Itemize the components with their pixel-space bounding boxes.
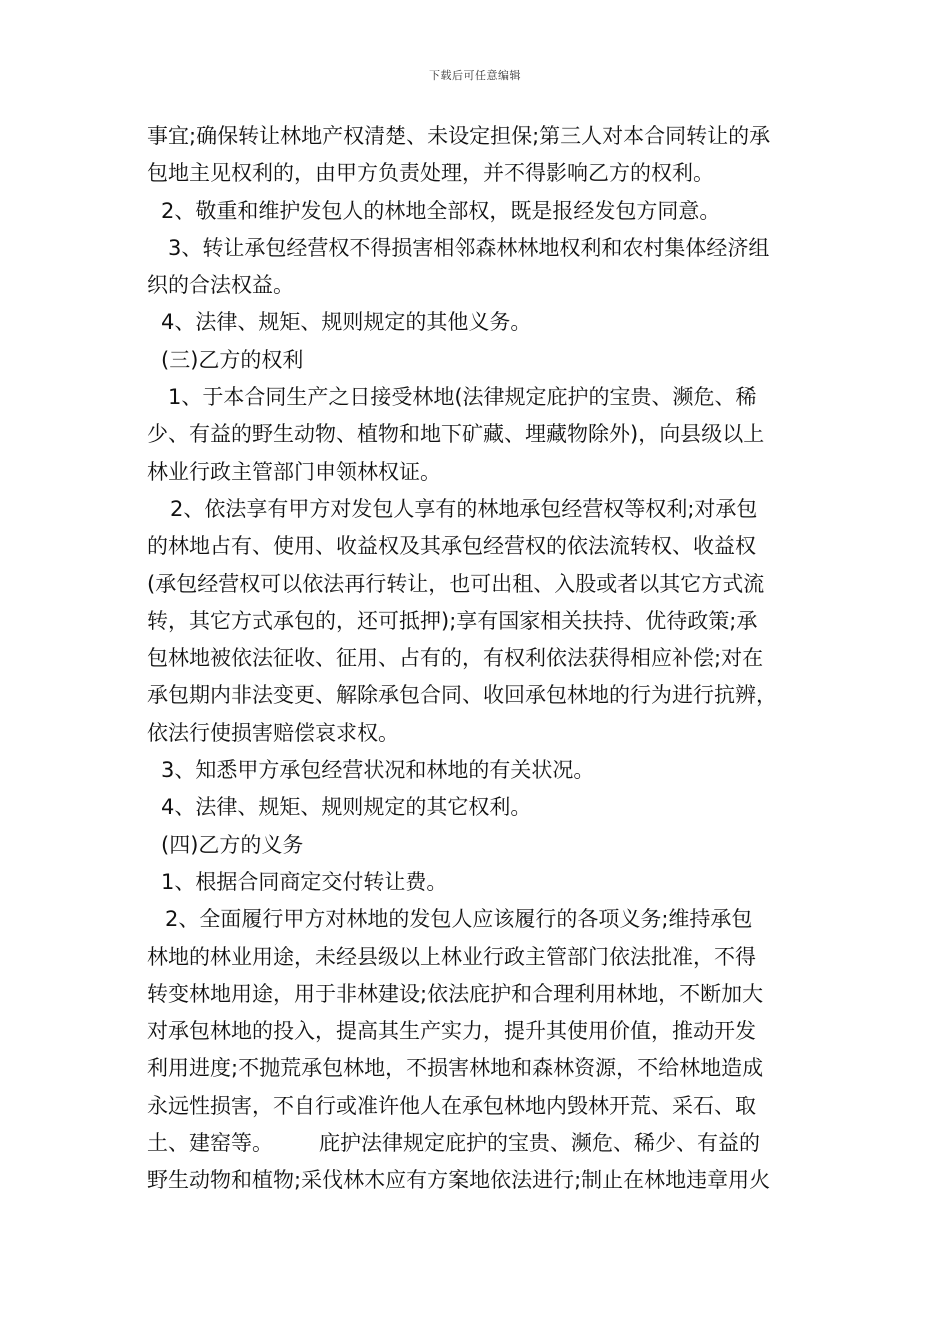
document-body	[147, 118, 817, 1200]
text-line: 包地主见权利的，由甲方负责处理，并不得影响乙方的权利。	[147, 161, 714, 186]
page-header: 下载后可任意编辑	[429, 69, 521, 82]
text-line: 2、依法享有甲方对发包人享有的林地承包经营权等权利;对承包	[170, 496, 758, 521]
text-line: 织的合法权益。	[147, 273, 294, 298]
text-line: 野生动物和植物;采伐林木应有方案地依法进行;制止在林地违章用火	[147, 1168, 771, 1193]
text-line: 3、转让承包经营权不得损害相邻森林林地权利和农村集体经济组	[168, 235, 770, 260]
text-line: 林地的林业用途，未经县级以上林业行政主管部门依法批准，不得	[147, 944, 756, 969]
text-line: 的林地占有、使用、收益权及其承包经营权的依法流转权、收益权	[147, 534, 756, 559]
text-line: 承包期内非法变更、解除承包合同、收回承包林地的行为进行抗辨，	[147, 683, 777, 708]
text-line: 转，其它方式承包的，还可抵押);享有国家相关扶持、优待政策;承	[147, 608, 758, 633]
text-segment: 土、建窑等。	[147, 1131, 273, 1156]
text-line: 少、有益的野生动物、植物和地下矿藏、埋藏物除外)，向县级以上	[147, 422, 765, 447]
text-line: 依法行使损害赔偿哀求权。	[147, 720, 399, 745]
text-line: (承包经营权可以依法再行转让，也可出租、入股或者以其它方式流	[147, 571, 765, 596]
text-line: 4、法律、规矩、规则规定的其它权利。	[161, 795, 532, 820]
text-line: 1、于本合同生产之日接受林地(法律规定庇护的宝贵、濒危、稀	[168, 385, 757, 410]
text-line: 事宜;确保转让林地产权清楚、未设定担保;第三人对本合同转让的承	[147, 124, 771, 148]
text-line: 2、敬重和维护发包人的林地全部权，既是报经发包方同意。	[161, 198, 721, 223]
section-heading: (四)乙方的义务	[161, 832, 304, 857]
text-segment: 庇护法律规定庇护的宝贵、濒危、稀少、有益的	[319, 1131, 760, 1156]
text-line: 林业行政主管部门申领林权证。	[147, 459, 441, 484]
text-line	[147, 1125, 817, 1162]
text-line: 4、法律、规矩、规则规定的其他义务。	[161, 310, 532, 335]
text-line: 永远性损害，不自行或准许他人在承包林地内毁林开荒、采石、取	[147, 1093, 756, 1118]
text-line: 1、根据合同商定交付转让费。	[161, 869, 448, 894]
text-line: 转变林地用途，用于非林建设;依法庇护和合理利用林地，不断加大	[147, 981, 764, 1006]
text-line: 包林地被依法征收、征用、占有的，有权利依法获得相应补偿;对在	[147, 646, 764, 671]
text-line: 利用进度;不抛荒承包林地，不损害林地和森林资源，不给林地造成	[147, 1056, 764, 1081]
text-line: 3、知悉甲方承包经营状况和林地的有关状况。	[161, 758, 595, 783]
text-line: 对承包林地的投入，提高其生产实力，提升其使用价值，推动开发	[147, 1019, 756, 1044]
text-line: 2、全面履行甲方对林地的发包人应该履行的各项义务;维持承包	[165, 907, 753, 932]
section-heading: (三)乙方的权利	[161, 347, 304, 372]
